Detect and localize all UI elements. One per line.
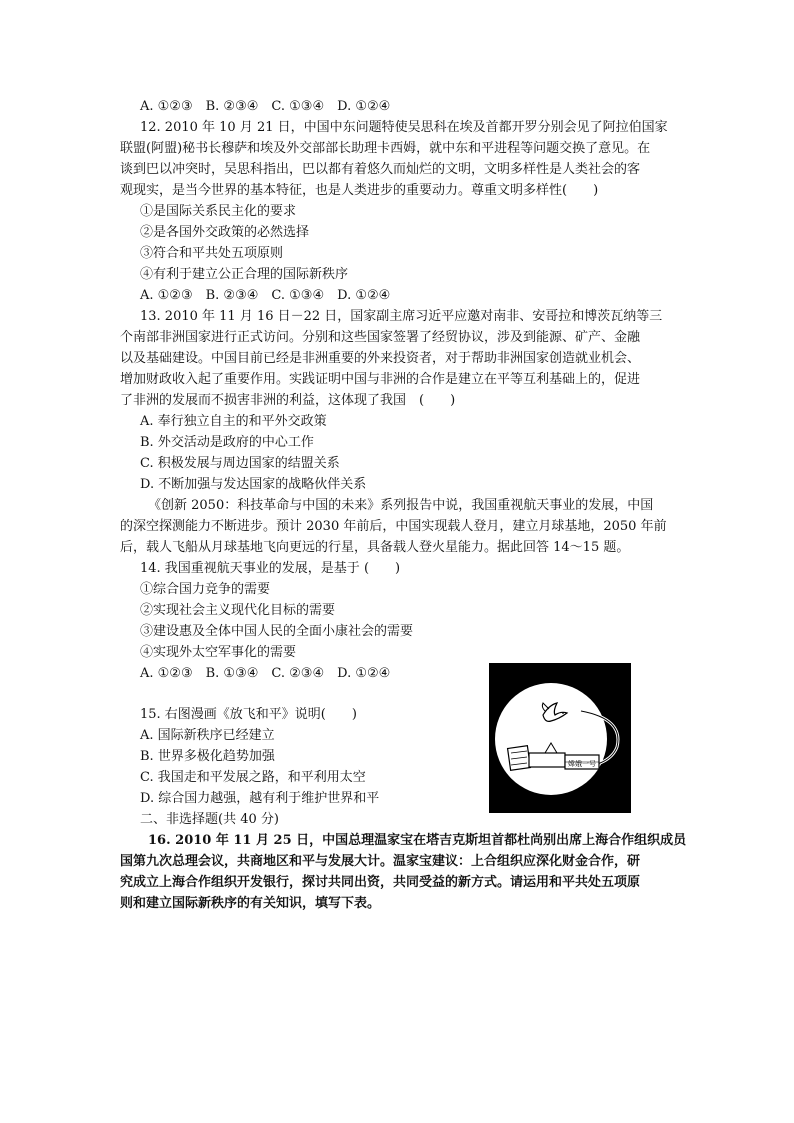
q11-options: A. ①②③ B. ②③④ C. ①③④ D. ①②④: [140, 99, 391, 114]
q16-line-3: 究成立上海合作组织开发银行，探讨共同出资，共同受益的新方式。请运用和平共处五项原: [120, 875, 641, 890]
moon: [495, 683, 607, 795]
material-line-2: 的深空探测能力不断进步。预计 2030 年前后，中国实现载人登月，建立月球基地，2050 年前: [120, 519, 667, 534]
spacecraft-label: 嫦娥一号: [568, 760, 596, 768]
q12-line-2: 联盟(阿盟)秘书长穆萨和埃及外交部部长助理卡西姆，就中东和平进程等问题交换了意见。在: [120, 141, 651, 156]
q15-stem: 15. 右图漫画《放飞和平》说明( ): [140, 707, 357, 722]
q15-option-c: C. 我国走和平发展之路，和平利用太空: [140, 770, 366, 785]
q13-line-1: 13. 2010 年 11 月 16 日－22 日，国家副主席习近平应邀对南非、安哥拉和博茨瓦纳等三: [140, 309, 663, 324]
q15-option-b: B. 世界多极化趋势加强: [140, 749, 275, 764]
q12-item-2: ②是各国外交政策的必然选择: [140, 225, 310, 240]
q13-line-4: 增加财政收入起了重要作用。实践证明中国与非洲的合作是建立在平等互利基础上的，促进: [120, 372, 641, 387]
material-line-1: 《创新 2050：科技革命与中国的未来》系列报告中说，我国重视航天事业的发展，中国: [148, 498, 654, 513]
material-line-3: 后，载人飞船从月球基地飞向更远的行星，具备载人登火星能力。据此回答 14～15 题。: [120, 540, 630, 555]
q13-option-a: A. 奉行独立自主的和平外交政策: [140, 414, 327, 429]
q13-line-5: 了非洲的发展而不损害非洲的利益，这体现了我国 ( ): [120, 393, 456, 408]
q13-option-c: C. 积极发展与周边国家的结盟关系: [140, 456, 340, 471]
q16-line-4: 则和建立国际新秩序的有关知识，填写下表。: [120, 896, 381, 911]
q13-option-d: D. 不断加强与发达国家的战略伙伴关系: [140, 477, 367, 492]
q14-item-2: ②实现社会主义现代化目标的需要: [140, 603, 336, 618]
section-2-title: 二、非选择题(共 40 分): [140, 812, 279, 827]
q14-item-3: ③建设惠及全体中国人民的全面小康社会的需要: [140, 624, 414, 639]
q15-option-d: D. 综合国力越强，越有利于维护世界和平: [140, 791, 380, 806]
q14-options: A. ①②③ B. ①③④ C. ②③④ D. ①②④: [140, 666, 391, 681]
q15-option-a: A. 国际新秩序已经建立: [140, 728, 275, 743]
q13-line-3: 以及基础建设。中国目前已经是非洲重要的外来投资者，对于帮助非洲国家创造就业机会、: [120, 351, 641, 366]
q14-stem: 14. 我国重视航天事业的发展，是基于 ( ): [140, 561, 401, 576]
q12-line-3: 谈到巴以冲突时，吴思科指出，巴以都有着悠久而灿烂的文明，文明多样性是人类社会的客: [120, 162, 641, 177]
q12-item-4: ④有利于建立公正合理的国际新秩序: [140, 267, 349, 282]
q12-line-4: 观现实，是当今世界的基本特征，也是人类进步的重要动力。尊重文明多样性( ): [120, 183, 599, 198]
q16-line-2: 国第九次总理会议，共商地区和平与发展大计。温家宝建议：上合组织应深化财金合作，研: [120, 854, 641, 869]
q12-line-1: 12. 2010 年 10 月 21 日，中国中东问题特使吴思科在埃及首都开罗分别会见了阿拉伯国家: [140, 120, 668, 135]
cartoon-peace-dove: [489, 663, 631, 813]
q12-options: A. ①②③ B. ②③④ C. ①③④ D. ①②④: [140, 288, 391, 303]
q14-item-4: ④实现外太空军事化的需要: [140, 645, 297, 660]
q16-line-1: 16. 2010 年 11 月 25 日，中国总理温家宝在塔吉克斯坦首都杜尚别出席上海合作组织成员: [148, 833, 687, 848]
q12-item-3: ③符合和平共处五项原则: [140, 246, 284, 261]
q13-line-2: 个南部非洲国家进行正式访问。分别和这些国家签署了经贸协议，涉及到能源、矿产、金融: [120, 330, 641, 345]
q14-item-1: ①综合国力竞争的需要: [140, 582, 271, 597]
q12-item-1: ①是国际关系民主化的要求: [140, 204, 297, 219]
q13-option-b: B. 外交活动是政府的中心工作: [140, 435, 314, 450]
cartoon-illustration: [489, 663, 631, 813]
